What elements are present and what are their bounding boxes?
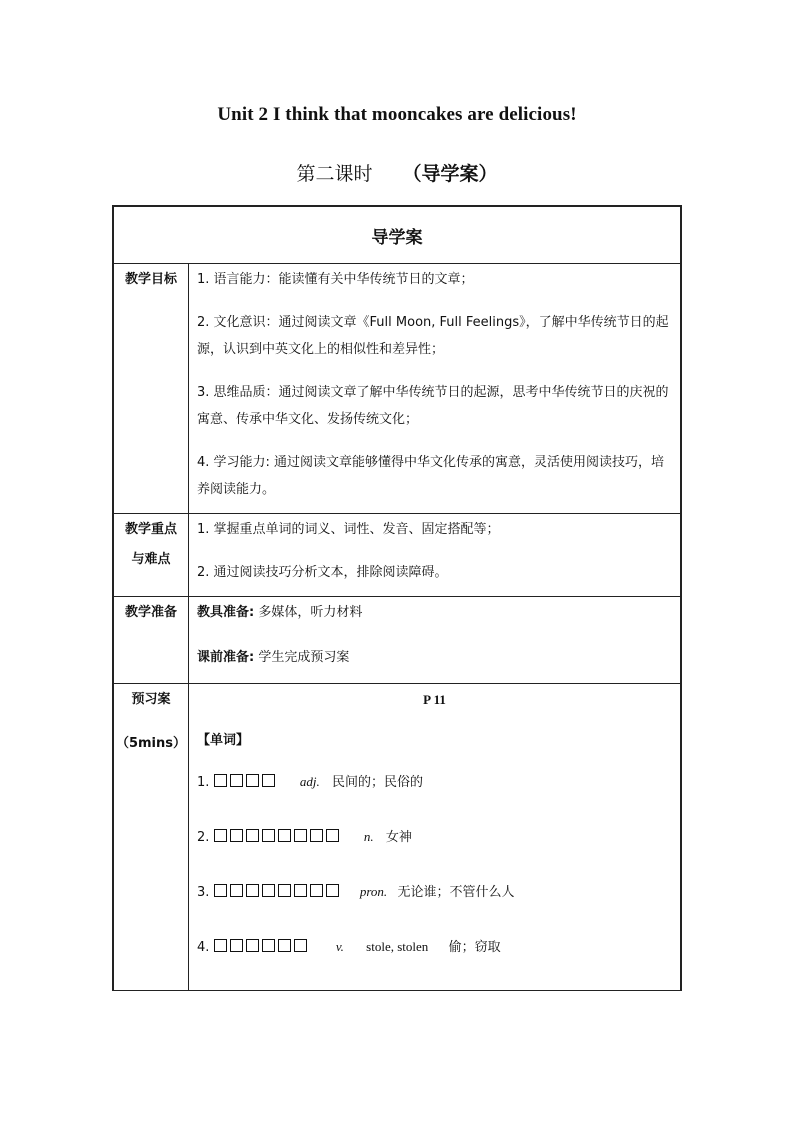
pre-class-value: 学生完成预习案 (254, 650, 350, 665)
word-meaning: 偷；窃取 (448, 940, 501, 955)
preview-content (189, 684, 682, 991)
vocab-item: 4. v. stole, stolen 偷；窃取 (197, 939, 501, 955)
answer-blanks[interactable] (214, 940, 310, 955)
word-meaning: 无论谁；不管什么人 (397, 885, 515, 900)
key-points-content (189, 514, 682, 597)
objective-item: 3. 思维品质：通过阅读文章了解中华传统节日的起源，思考中华传统节日的庆祝的寓意、传承中华文化、发扬传统文化； (197, 385, 669, 427)
document-subtitle (0, 159, 794, 186)
vocab-item: 1. adj. 民间的；民俗的 (197, 774, 423, 790)
part-of-speech: v. (335, 939, 344, 954)
objectives-label: 教学目标 (113, 264, 189, 514)
part-of-speech: adj. (299, 774, 320, 789)
key-point-item: 1. 掌握重点单词的词义、词性、发音、固定搭配等； (197, 522, 500, 537)
preparation-content (189, 597, 682, 684)
tools-preparation (197, 599, 672, 626)
vocab-item: 2. n. 女神 (197, 829, 412, 845)
table-header: 导学案 (113, 206, 681, 264)
part-of-speech: pron. (359, 884, 388, 899)
key-points-label: 教学重点 与难点 (113, 514, 189, 597)
pre-class-label: 课前准备: (197, 650, 255, 665)
lesson-plan-table (112, 205, 682, 991)
answer-blanks[interactable] (214, 830, 342, 845)
verb-forms: stole, stolen (366, 939, 429, 954)
part-of-speech: n. (363, 829, 374, 844)
preview-row (113, 684, 681, 991)
preparation-label: 教学准备 (113, 597, 189, 684)
lesson-type: （导学案） (402, 163, 498, 185)
objective-item: 2. 文化意识：通过阅读文章《Full Moon, Full Feelings》，了解中华传统节日的起源，认识到中英文化上的相似性和差异性； (197, 315, 669, 357)
objectives-content (189, 264, 682, 514)
answer-blanks[interactable] (214, 775, 278, 790)
key-point-item: 2. 通过阅读技巧分析文本，排除阅读障碍。 (197, 565, 448, 580)
vocab-item: 3. pron. 无论谁；不管什么人 (197, 884, 515, 900)
word-meaning: 民间的；民俗的 (331, 775, 423, 790)
section-heading: 【单词】 (197, 733, 250, 748)
preview-label: 预习案 （5mins） (113, 684, 189, 991)
lesson-number: 第二课时 (296, 163, 373, 185)
tools-value: 多媒体，听力材料 (254, 605, 363, 620)
tools-label: 教具准备: (197, 605, 255, 620)
objective-item: 4. 学习能力: 通过阅读文章能够懂得中华文化传承的寓意，灵活使用阅读技巧，培养阅读能力。 (197, 455, 665, 497)
page-reference: P 11 (423, 692, 446, 707)
key-points-row (113, 514, 681, 597)
objective-item: 1. 语言能力：能读懂有关中华传统节日的文章； (197, 272, 474, 287)
word-meaning: 女神 (385, 830, 412, 845)
pre-class-preparation (197, 644, 672, 671)
preparation-row (113, 597, 681, 684)
document-title: Unit 2 I think that mooncakes are delicious! (217, 104, 577, 125)
table-header-row (113, 206, 681, 264)
objectives-row (113, 264, 681, 514)
answer-blanks[interactable] (214, 885, 342, 900)
